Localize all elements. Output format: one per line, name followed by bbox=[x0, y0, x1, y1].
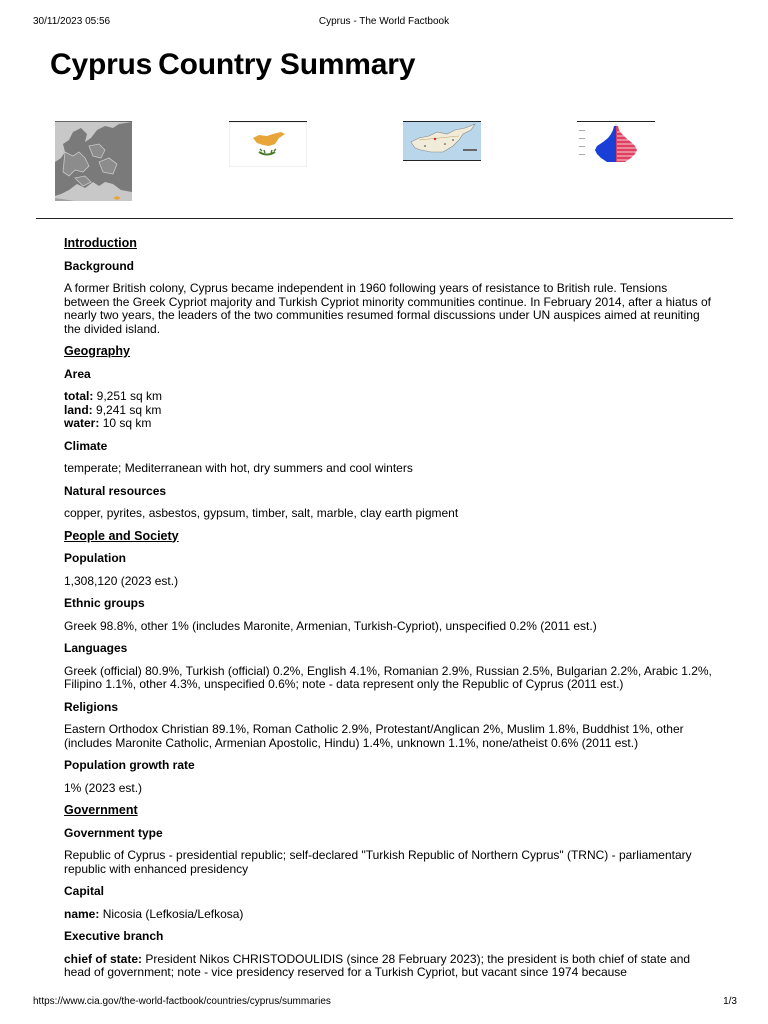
population-pyramid-icon bbox=[577, 122, 655, 166]
flag-thumbnail[interactable] bbox=[229, 121, 307, 167]
page-title-suffix: Country Summary bbox=[158, 48, 416, 81]
area-land bbox=[64, 404, 714, 418]
government-type-text: Republic of Cyprus - presidential republic; self-declared "Turkish Republic of Northern Cyprus" (TRNC) - parliamentary republic with enhanced presidency bbox=[64, 848, 692, 876]
print-url[interactable]: https://www.cia.gov/the-world-factbook/countries/cyprus/summaries bbox=[33, 996, 331, 1007]
capital-name-key: name: bbox=[64, 906, 100, 921]
chief-of-state-value: President Nikos CHRISTODOULIDIS (since 28 February 2023); the president is both chief of state and head of government; note - vice presidency reserved for a Turkish Cypriot, but vacant since 1974 because bbox=[64, 951, 691, 979]
climate-label: Climate bbox=[64, 438, 108, 453]
capital-name-value: Nicosia (Lefkosia/Lefkosa) bbox=[102, 906, 244, 921]
population-pyramid-thumbnail[interactable] bbox=[577, 121, 655, 166]
climate-text: temperate; Mediterranean with hot, dry summers and cool winters bbox=[64, 461, 413, 475]
print-header bbox=[33, 16, 735, 30]
print-footer bbox=[33, 996, 737, 1010]
header-divider bbox=[36, 218, 733, 219]
population-text: 1,308,120 (2023 est.) bbox=[64, 573, 179, 588]
section-geography-heading[interactable]: Geography bbox=[64, 344, 130, 358]
print-date: 30/11/2023 05:56 bbox=[33, 16, 111, 27]
religions-label: Religions bbox=[64, 699, 119, 714]
cyprus-flag-icon bbox=[229, 122, 307, 167]
growth-rate-text: 1% (2023 est.) bbox=[64, 780, 143, 795]
executive-branch-text bbox=[64, 953, 714, 980]
cyprus-map-icon bbox=[403, 122, 481, 160]
page-number: 1/3 bbox=[723, 996, 737, 1007]
growth-rate-label: Population growth rate bbox=[64, 758, 195, 772]
section-introduction-heading[interactable]: Introduction bbox=[64, 236, 137, 250]
section-people-heading[interactable]: People and Society bbox=[64, 528, 179, 543]
ethnic-groups-label: Ethnic groups bbox=[64, 596, 145, 610]
executive-branch-label: Executive branch bbox=[64, 929, 164, 943]
area-land-value: 9,241 sq km bbox=[96, 402, 162, 417]
locator-map-thumbnail[interactable] bbox=[55, 121, 132, 201]
capital-text bbox=[64, 908, 714, 922]
population-label: Population bbox=[64, 551, 126, 565]
government-type-label: Government type bbox=[64, 825, 163, 840]
chief-of-state-key: chief of state: bbox=[64, 951, 143, 966]
natural-resources-text: copper, pyrites, asbestos, gypsum, timber, salt, marble, clay earth pigment bbox=[64, 506, 459, 520]
page-title-country: Cyprus bbox=[50, 48, 153, 81]
languages-label: Languages bbox=[64, 641, 128, 655]
natural-resources-label: Natural resources bbox=[64, 483, 167, 498]
country-map-thumbnail[interactable] bbox=[403, 121, 481, 161]
religions-text: Eastern Orthodox Christian 89.1%, Roman Catholic 2.9%, Protestant/Anglican 2%, Muslim 1.8%, Buddhist 1%, other (includes Maronite Catholic, Armenian Apostolic, Hindu) 1.4%, unknown 1.1%, none/atheist 0.6% (2011 est.) bbox=[64, 722, 684, 750]
ethnic-groups-text: Greek 98.8%, other 1% (includes Maronite, Armenian, Turkish-Cypriot), unspecified 0.2% (2011 est.) bbox=[64, 618, 597, 633]
background-text: A former British colony, Cyprus became independent in 1960 following years of resistance to British rule. Tensions between the Greek Cypriot majority and Turkish Cypriot minority communities continue. In February 2014, after a hiatus of nearly two years, the leaders of the two communities resumed formal discussions under UN auspices aimed at reuniting the divided island. bbox=[64, 281, 711, 336]
summary-content bbox=[64, 230, 714, 989]
area-water-value: 10 sq km bbox=[102, 416, 152, 430]
area-water bbox=[64, 417, 714, 431]
languages-text: Greek (official) 80.9%, Turkish (official) 0.2%, English 4.1%, Romanian 2.9%, Russian 2.5%, Bulgarian 2.2%, Arabic 1.2%, Filipino 1.1%, other 4.3%, unspecified 0.6%; note - data represent only the Republic of Cyprus (2011 est.) bbox=[64, 663, 712, 691]
area-total-key: total: bbox=[64, 389, 94, 403]
area-land-key: land: bbox=[64, 402, 93, 417]
area-total-value: 9,251 sq km bbox=[96, 389, 163, 403]
image-thumbnails bbox=[0, 121, 768, 201]
background-label: Background bbox=[64, 258, 135, 273]
page-title bbox=[50, 48, 415, 82]
section-government-heading[interactable]: Government bbox=[64, 803, 138, 817]
area-values bbox=[64, 390, 714, 431]
area-water-key: water: bbox=[64, 416, 100, 430]
capital-label: Capital bbox=[64, 884, 105, 898]
area-total bbox=[64, 390, 714, 404]
europe-locator-map-icon bbox=[55, 122, 132, 201]
print-tab-title: Cyprus - The World Factbook bbox=[318, 16, 450, 27]
area-label: Area bbox=[64, 366, 91, 381]
